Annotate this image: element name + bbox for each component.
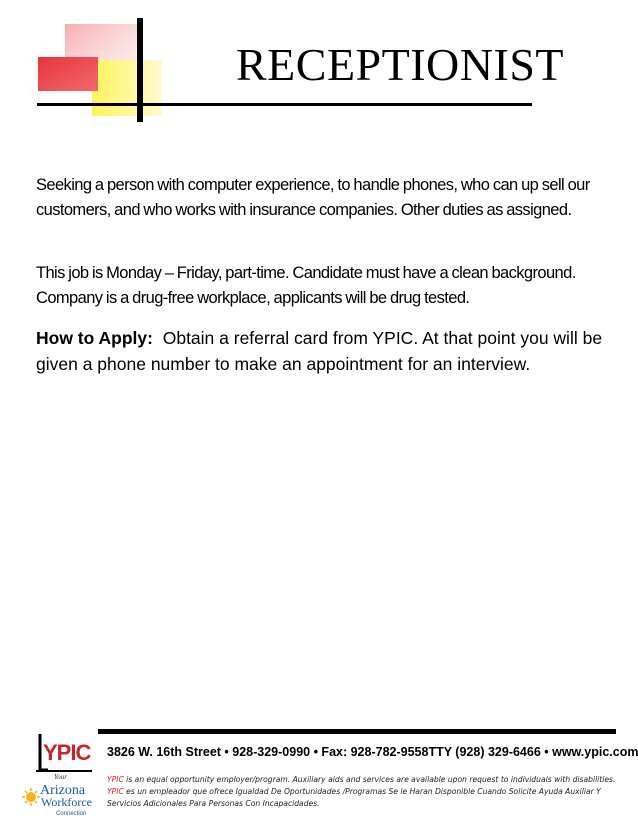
- footer-address: 3826 W. 16th Street • 928-329-0990 • Fax: 928-782-9558TTY (928) 329-6466 • www.ypic.com: [107, 745, 638, 759]
- arizona-workforce-logo: [20, 770, 102, 820]
- header-rule: [200, 103, 532, 106]
- footer-rule: [98, 729, 616, 734]
- logo-workforce-text: Workforce: [41, 795, 93, 809]
- page-title: RECEPTIONIST: [236, 39, 564, 90]
- paragraph-duties: Seeking a person with computer experience, to handle phones, who can up sell our customers, and who works with insurance companies. Other duties as assigned.: [36, 176, 590, 219]
- deco-vertical-bar: [137, 18, 143, 122]
- logo-your-text: Your: [54, 773, 67, 781]
- how-to-apply-text: Obtain a referral card from YPIC. At that point you will be given a phone number to make an appointment for an interview.: [36, 328, 603, 374]
- deco-yellow-square: [92, 60, 162, 116]
- eeo-text-spanish: es un empleador que ofrece Igualdad De Oportunidades /Programas Se le Haran Disponible Cuando Solicite Ayuda Auxiliar Y Servicios Adicionales Para Personas Con Incapacidades.: [107, 787, 601, 808]
- eeo-text-english: is an equal opportunity employer/program. Auxiliary aids and services are available upon request to individuals with disabilities.: [123, 775, 616, 784]
- eeo-brand: YPIC: [107, 775, 124, 784]
- ypic-logo: [26, 730, 96, 774]
- eeo-brand: YPIC: [107, 787, 124, 796]
- ypic-logo-text: YPIC: [43, 740, 91, 765]
- logo-arizona-text: Arizona: [40, 783, 86, 798]
- paragraph-how-to-apply: [36, 325, 621, 377]
- eeo-statement-spanish: [107, 786, 627, 810]
- sun-icon: [22, 788, 40, 806]
- paragraph-schedule: This job is Monday – Friday, part-time. Candidate must have a clean background. Company is a drug-free workplace, applicants will be drug tested.: [36, 264, 576, 307]
- how-to-apply-label: How to Apply:: [36, 328, 153, 348]
- header-decoration: [0, 0, 200, 130]
- logo-connection-text: Connection: [56, 811, 87, 817]
- deco-red-square: [38, 57, 98, 91]
- eeo-statement: [107, 774, 627, 810]
- eeo-statement-english: [107, 774, 627, 786]
- deco-horizontal-rule: [37, 103, 200, 106]
